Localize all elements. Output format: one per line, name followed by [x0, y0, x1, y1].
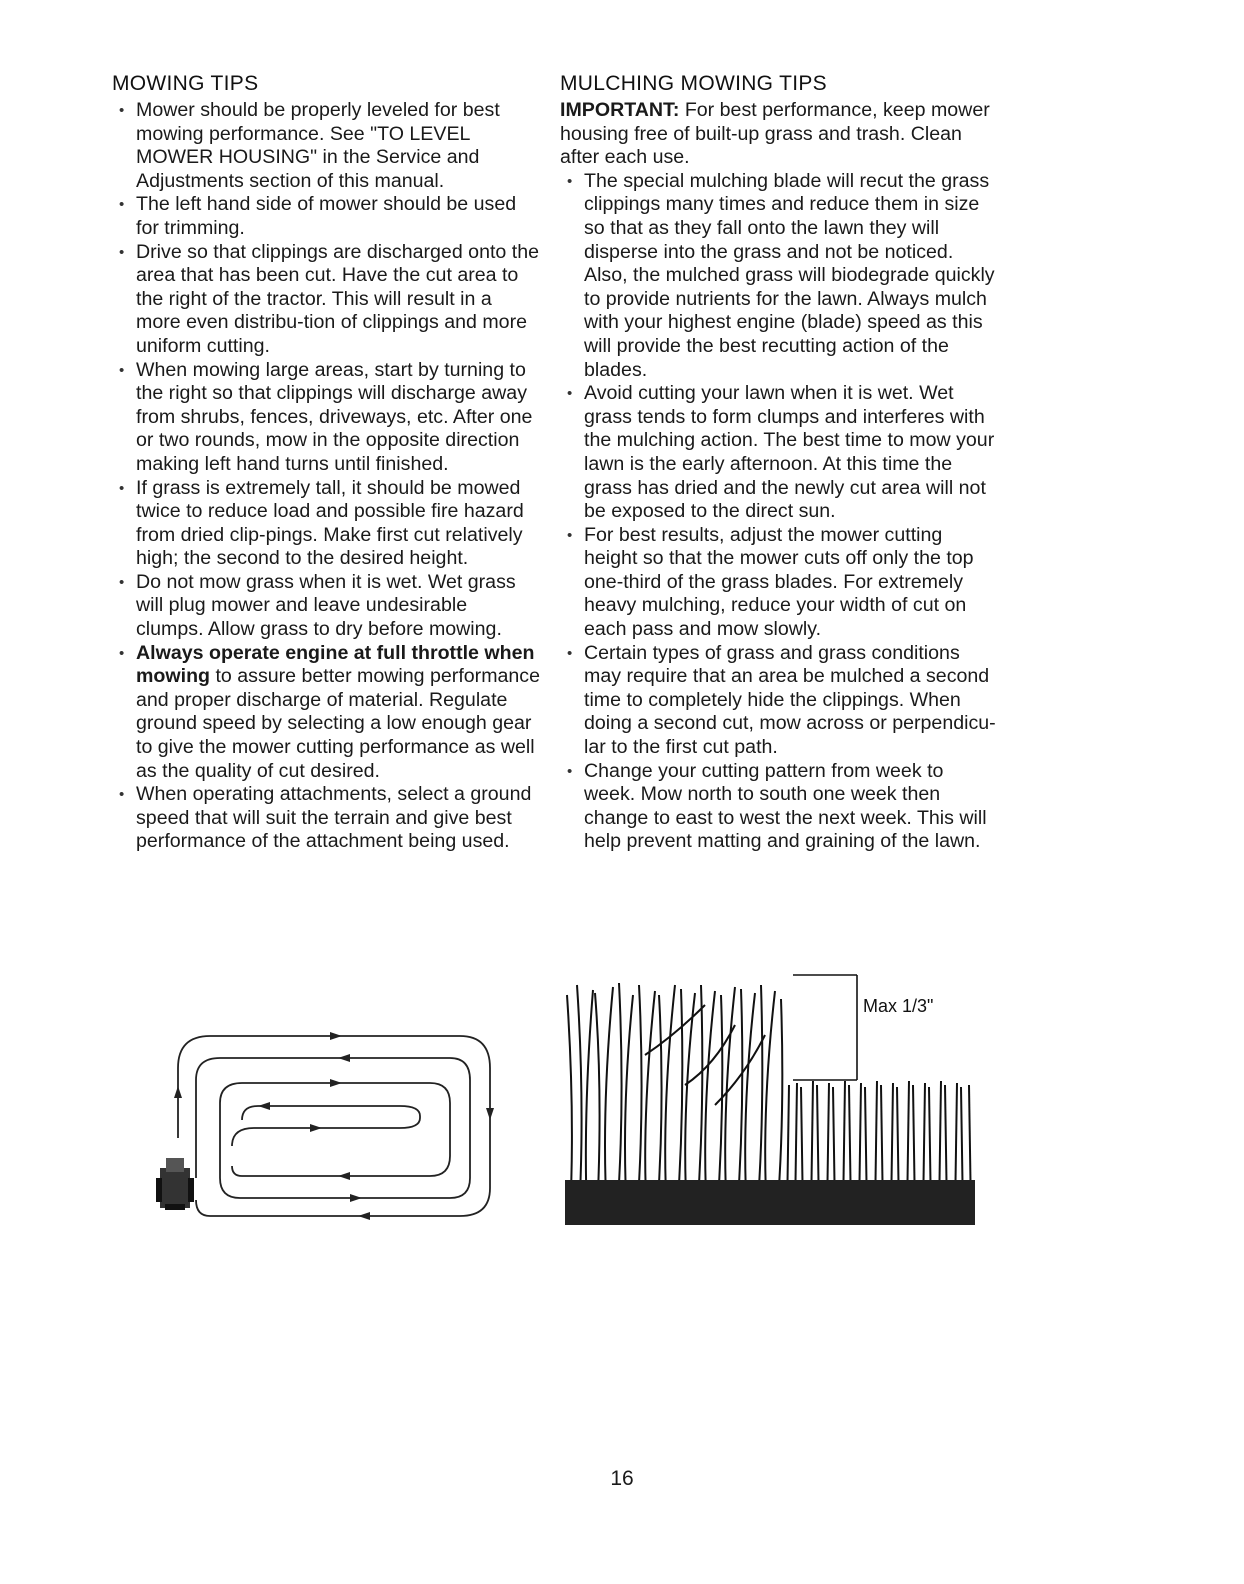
max-height-label: Max 1/3" — [863, 996, 934, 1016]
arrow-icon — [174, 1086, 182, 1098]
list-item: • The special mulching blade will recut the grass clippings many times and reduce them in size so that as they fall onto the lawn they will disperse into the grass and not be noticed. Also, the mulched grass will biodegrade quickly to provide nutrients for the lawn. Always mulch with your highest engine (blade) speed as this will provide the best recutting action of the blades. — [560, 170, 1000, 382]
mowing-path-outer — [178, 1036, 490, 1216]
throttle-warning-text: to assure better mowing performance and proper discharge of material. Regulate ground speed by selecting a low enough gear to give the mower cutting performance as well as the quality of cut desired. — [136, 665, 540, 782]
tractor-icon — [156, 1158, 194, 1210]
mowing-tips-list — [112, 99, 540, 854]
page-number: 16 — [610, 1467, 634, 1490]
throttle-warning-bold: Always operate engine at full throttle when mowing — [136, 641, 535, 688]
mowing-tips-heading: MOWING TIPS — [112, 72, 259, 95]
arrow-icon — [330, 1032, 342, 1040]
arrow-icon — [358, 1212, 370, 1220]
arrow-icon — [338, 1172, 350, 1180]
list-item: • For best results, adjust the mower cutting height so that the mower cuts off only the top one-third of the grass blades. For extremely heavy mulching, reduce your width of cut on each pass and mow slowly. — [560, 524, 1000, 642]
grass-height-illustration — [565, 965, 975, 1225]
important-label: IMPORTANT: — [560, 99, 680, 121]
mowing-tips-section — [112, 72, 540, 854]
mowing-path-inner — [232, 1106, 420, 1146]
list-item: • Change your cutting pattern from week to week. Mow north to south one week then change to east to west the next week. This will help prevent matting and graining of the lawn. — [560, 760, 1000, 854]
arrow-icon — [310, 1124, 322, 1132]
arrow-icon — [258, 1102, 270, 1110]
list-item: • The left hand side of mower should be used for trimming. — [112, 193, 540, 240]
arrow-icon — [486, 1108, 494, 1120]
list-item: • If grass is extremely tall, it should be mowed twice to reduce load and possible fire hazard from dried clip-pings. Make first cut relatively high; the second to the desired height. — [112, 477, 540, 571]
important-text: For best performance, keep mower housing free of built-up grass and trash. Clean after each use. — [560, 99, 990, 169]
list-item: • When operating attachments, select a ground speed that will suit the terrain and give best performance of the attachment being used. — [112, 783, 540, 854]
mowing-path-loop-3 — [220, 1083, 450, 1176]
list-item: • Do not mow grass when it is wet. Wet grass will plug mower and leave undesirable clumps. Allow grass to dry before mowing. — [112, 571, 540, 642]
mulching-tips-heading: MULCHING MOWING TIPS — [560, 72, 827, 95]
important-note — [560, 99, 1000, 170]
arrow-icon — [338, 1054, 350, 1062]
mulching-tips-section — [560, 72, 1000, 854]
mulching-tips-list — [560, 170, 1000, 854]
list-item: • Certain types of grass and grass conditions may require that an area be mulched a second time to completely hide the clippings. When doing a second cut, mow across or perpendicu-lar to the first cut path. — [560, 642, 1000, 760]
arrow-icon — [330, 1079, 342, 1087]
list-item — [112, 642, 540, 784]
arrow-icon — [350, 1194, 362, 1202]
list-item: • Avoid cutting your lawn when it is wet. Wet grass tends to form clumps and interferes with the mulching action. The best time to mow your lawn is the early afternoon. At this time the grass has dried and the newly cut area will not be exposed to the direct sun. — [560, 382, 1000, 524]
mowing-pattern-diagram — [150, 1028, 510, 1228]
list-item: • Mower should be properly leveled for best mowing performance. See "TO LEVEL MOWER HOUSING" in the Service and Adjustments section of this manual. — [112, 99, 540, 193]
grass-dark-base — [565, 1180, 975, 1225]
list-item: • When mowing large areas, start by turning to the right so that clippings will discharge away from shrubs, fences, driveways, etc. After one or two rounds, mow in the opposite direction making left hand turns until finished. — [112, 359, 540, 477]
list-item: • Drive so that clippings are discharged onto the area that has been cut. Have the cut area to the right of the tractor. This will result in a more even distribu-tion of clippings and more uniform cutting. — [112, 241, 540, 359]
